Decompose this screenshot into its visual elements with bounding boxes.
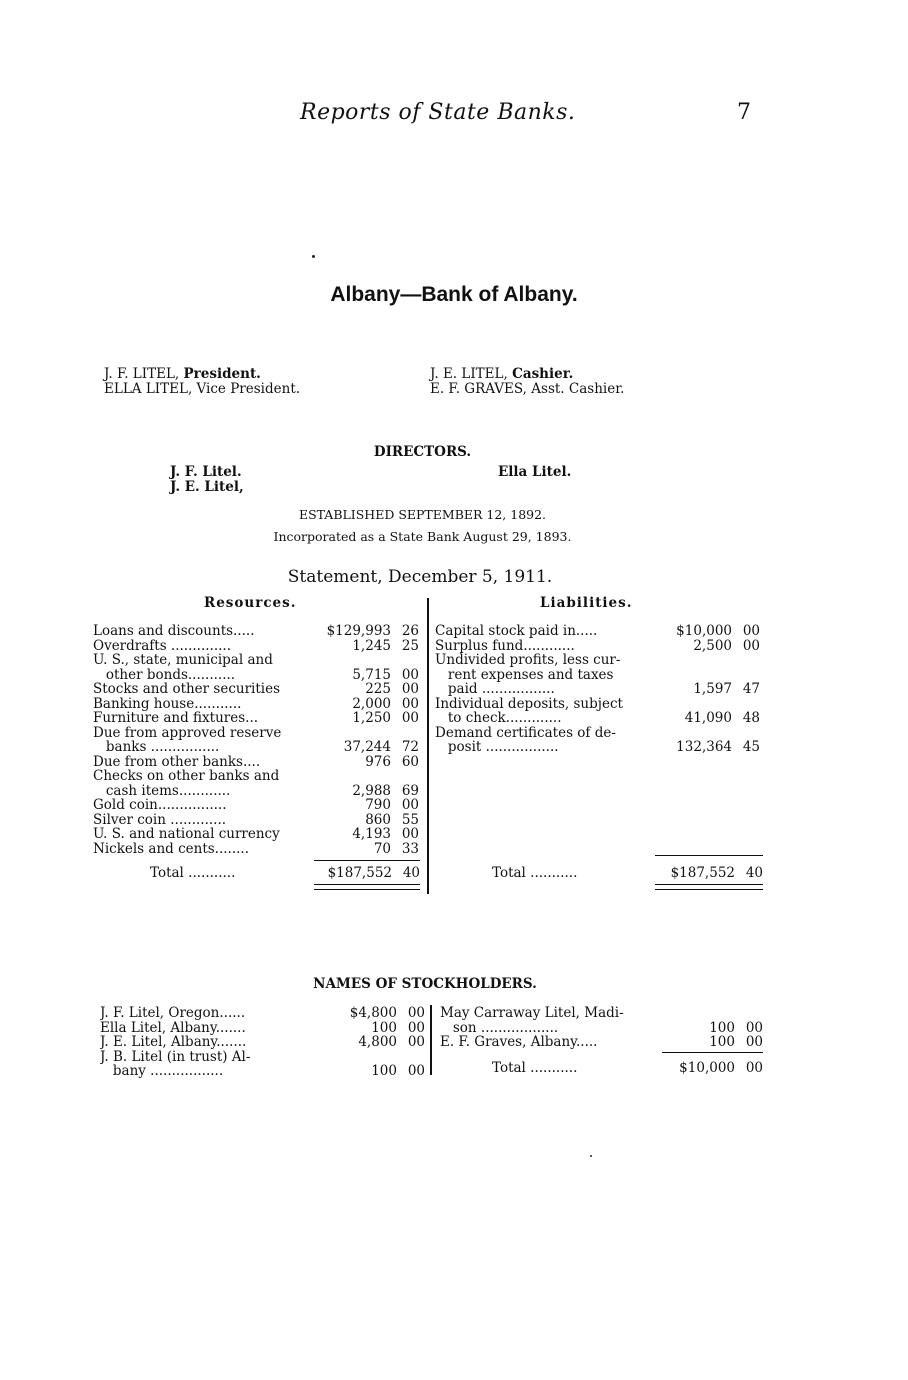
stockholders-left-list [100,1006,425,1079]
ledger-cents: 47 [742,681,760,697]
ledger-dollars: 1,245 [352,637,391,654]
ledger-row [93,682,419,697]
ledger-row [440,1035,763,1050]
ledger-label: rent expenses and taxes [435,667,614,682]
ledger-dollars: 1,250 [352,710,391,726]
ledger-row [435,682,760,697]
ledger-label: Demand certificates of de- [435,725,616,740]
ledger-dollars: 2,000 [352,695,391,712]
ledger-label: Banking house........... [93,696,242,711]
ledger-dollars: 976 [365,753,391,770]
stockholders-total-rule [662,1052,763,1053]
established-line: ESTABLISHED SEPTEMBER 12, 1892. [298,507,547,522]
ledger-label: Silver coin ............. [93,812,227,827]
ledger-row [93,697,419,712]
running-header-title: Reports of State Banks. [300,100,576,125]
ledger-cents: 00 [407,1019,425,1036]
ledger-cents: 48 [742,710,760,726]
officers-right [430,367,624,396]
officer-title: Cashier. [512,366,574,382]
ledger-cents: 00 [742,637,760,654]
officer-title: Vice President. [196,380,301,397]
ledger-dollars: $4,800 [349,1005,397,1021]
total-dollars: $187,552 [670,865,735,881]
ledger-label: to check............. [435,711,562,726]
ledger-dollars: 100 [371,1019,397,1036]
ledger-label: Capital stock paid in..... [435,624,598,639]
ledger-label: Individual deposits, subject [435,696,623,711]
ledger-cents: 00 [745,1019,763,1036]
ledger-dollars: 860 [365,811,391,828]
total-label: Total ........... [150,866,236,881]
print-speck [312,255,315,258]
ledger-label: E. F. Graves, Albany..... [440,1035,598,1050]
officer-title: President. [183,366,261,382]
ledger-label: Overdrafts .............. [93,638,231,653]
ledger-cents: 69 [401,782,419,799]
ledger-label: J. F. Litel, Oregon...... [100,1006,246,1021]
ledger-dollars: 2,988 [352,782,391,799]
ledger-row [435,639,760,654]
ledger-label: Loans and discounts..... [93,624,255,639]
ledger-cents: 00 [401,695,419,712]
ledger-label: J. E. Litel, Albany....... [100,1035,247,1050]
director-name: Ella Litel. [498,464,572,480]
ledger-row [93,624,419,639]
ledger-row [93,827,419,842]
ledger-label: Stocks and other securities [93,682,281,697]
print-speck [590,1155,592,1157]
ledger-dollars: 100 [709,1019,735,1036]
total-dollars: $10,000 [679,1060,735,1076]
ledger-cents: 00 [742,623,760,639]
ledger-dollars: 132,364 [676,739,732,755]
ledger-cents: 00 [401,826,419,842]
ledger-dollars: 37,244 [343,739,391,755]
officer-name: E. F. GRAVES, [430,380,527,397]
stockholders-heading: NAMES OF STOCKHOLDERS. [313,976,537,992]
ledger-cents: 60 [401,753,419,770]
ledger-cents: 00 [401,710,419,726]
page-number: 7 [737,100,751,125]
ledger-label: Undivided profits, less cur- [435,653,621,668]
ledger-dollars: $10,000 [676,623,732,639]
stockholders-total-row [492,1061,763,1076]
ledger-row [93,813,419,828]
ledger-row [435,726,760,741]
ledger-label: cash items............ [93,783,231,798]
officer-name: J. E. LITEL, [430,366,508,382]
ledger-label: paid ................. [435,682,555,697]
ledger-cents: 55 [401,811,419,828]
total-cents: 40 [745,865,763,881]
officer-name: J. F. LITEL, [104,366,180,382]
ledger-cents: 72 [401,739,419,755]
ledger-label: J. B. Litel (in trust) Al- [100,1049,251,1064]
ledger-label: posit ................. [435,740,559,755]
liabilities-total-double-rule [655,884,763,890]
ledger-cents: 00 [401,681,419,697]
ledger-label: Surplus fund............ [435,638,575,653]
ledger-row [100,1050,425,1065]
ledger-label: other bonds........... [93,667,236,682]
ledger-dollars: 4,193 [352,826,391,842]
ledger-row [93,726,419,741]
directors-right [498,465,571,480]
ledger-row [93,653,419,668]
ledger-cents: 33 [401,840,419,857]
directors-left [170,465,244,494]
ledger-row [93,842,419,857]
resources-total-double-rule [314,884,420,890]
ledger-cents: 26 [401,623,419,639]
officer-president [104,367,300,382]
ledger-dollars: 225 [365,681,391,697]
ledger-dollars: 2,500 [693,637,732,654]
ledger-row [93,784,419,799]
ledger-label: son .................. [440,1020,559,1035]
ledger-row [435,668,760,683]
ledger-cents: 00 [745,1034,763,1050]
liabilities-list [435,624,760,755]
total-cents: 40 [402,865,420,881]
ledger-label: banks ................ [93,740,220,755]
resources-total-rule [314,860,420,861]
ledger-dollars: 100 [371,1063,397,1079]
ledger-row [100,1021,425,1036]
incorporated-line: Incorporated as a State Bank August 29, 1893. [273,529,572,544]
ledger-row [93,668,419,683]
liabilities-total-row [492,866,763,881]
liabilities-total-rule [655,855,763,856]
liabilities-heading: Liabilities. [540,595,633,611]
ledger-dollars: 1,597 [693,681,732,697]
ledger-label: Ella Litel, Albany....... [100,1020,246,1035]
ledger-dollars: 4,800 [358,1034,397,1050]
ledger-row [93,740,419,755]
ledger-label: Due from approved reserve [93,725,282,740]
ledger-cents: 25 [401,637,419,654]
ledger-label: Nickels and cents........ [93,841,250,856]
ledger-label: Due from other banks.... [93,754,261,769]
ledger-label: May Carraway Litel, Madi- [440,1006,624,1021]
ledger-label: U. S. and national currency [93,827,280,842]
bank-title: Albany—Bank of Albany. [330,283,578,306]
officer-title: Asst. Cashier. [531,380,625,397]
ledger-row [93,711,419,726]
total-label: Total ........... [492,1061,578,1076]
officer-asst-cashier [430,382,624,397]
total-cents: 00 [745,1060,763,1076]
ledger-row [435,624,760,639]
officers-left [104,367,300,396]
ledger-cents: 00 [401,797,419,813]
ledger-dollars: 790 [365,797,391,813]
ledger-dollars: 100 [709,1034,735,1050]
officer-name: ELLA LITEL, [104,380,193,397]
ledger-cents: 00 [407,1063,425,1079]
ledger-row [93,769,419,784]
ledger-label: Gold coin................ [93,798,227,813]
stockholders-divider [430,1005,432,1075]
ledger-dollars: 70 [373,840,391,857]
ledger-cents: 00 [407,1034,425,1050]
resources-total-row [150,866,420,881]
ledger-row [440,1021,763,1036]
ledger-cents: 00 [407,1005,425,1021]
ledger-row [435,740,760,755]
ledger-dollars: 5,715 [352,666,391,683]
officer-vice-president [104,382,300,397]
ledger-dollars: 41,090 [684,710,732,726]
ledger-row [440,1006,763,1021]
ledger-row [435,653,760,668]
ledger-row [100,1035,425,1050]
total-label: Total ........... [492,866,578,881]
directors-heading: DIRECTORS. [373,444,472,460]
total-dollars: $187,552 [327,865,392,881]
ledger-label: Furniture and fixtures... [93,711,259,726]
ledger-row [93,755,419,770]
director-name: J. F. Litel. [170,464,242,480]
statement-title: Statement, December 5, 1911. [287,567,553,587]
ledger-dollars: $129,993 [326,623,391,639]
resources-list [93,624,419,856]
ledger-row [100,1006,425,1021]
ledger-label: U. S., state, municipal and [93,653,273,668]
ledger-row [435,711,760,726]
director-name: J. E. Litel, [170,478,244,495]
ledger-cents: 00 [401,666,419,683]
ledger-row [93,798,419,813]
ledger-label: Checks on other banks and [93,769,280,784]
ledger-row [100,1064,425,1079]
officer-cashier [430,367,624,382]
ledger-label: bany ................. [100,1064,224,1079]
column-divider [427,598,429,894]
ledger-row [93,639,419,654]
stockholders-right-list [440,1006,763,1050]
ledger-cents: 45 [742,739,760,755]
ledger-row [435,697,760,712]
resources-heading: Resources. [204,595,297,611]
